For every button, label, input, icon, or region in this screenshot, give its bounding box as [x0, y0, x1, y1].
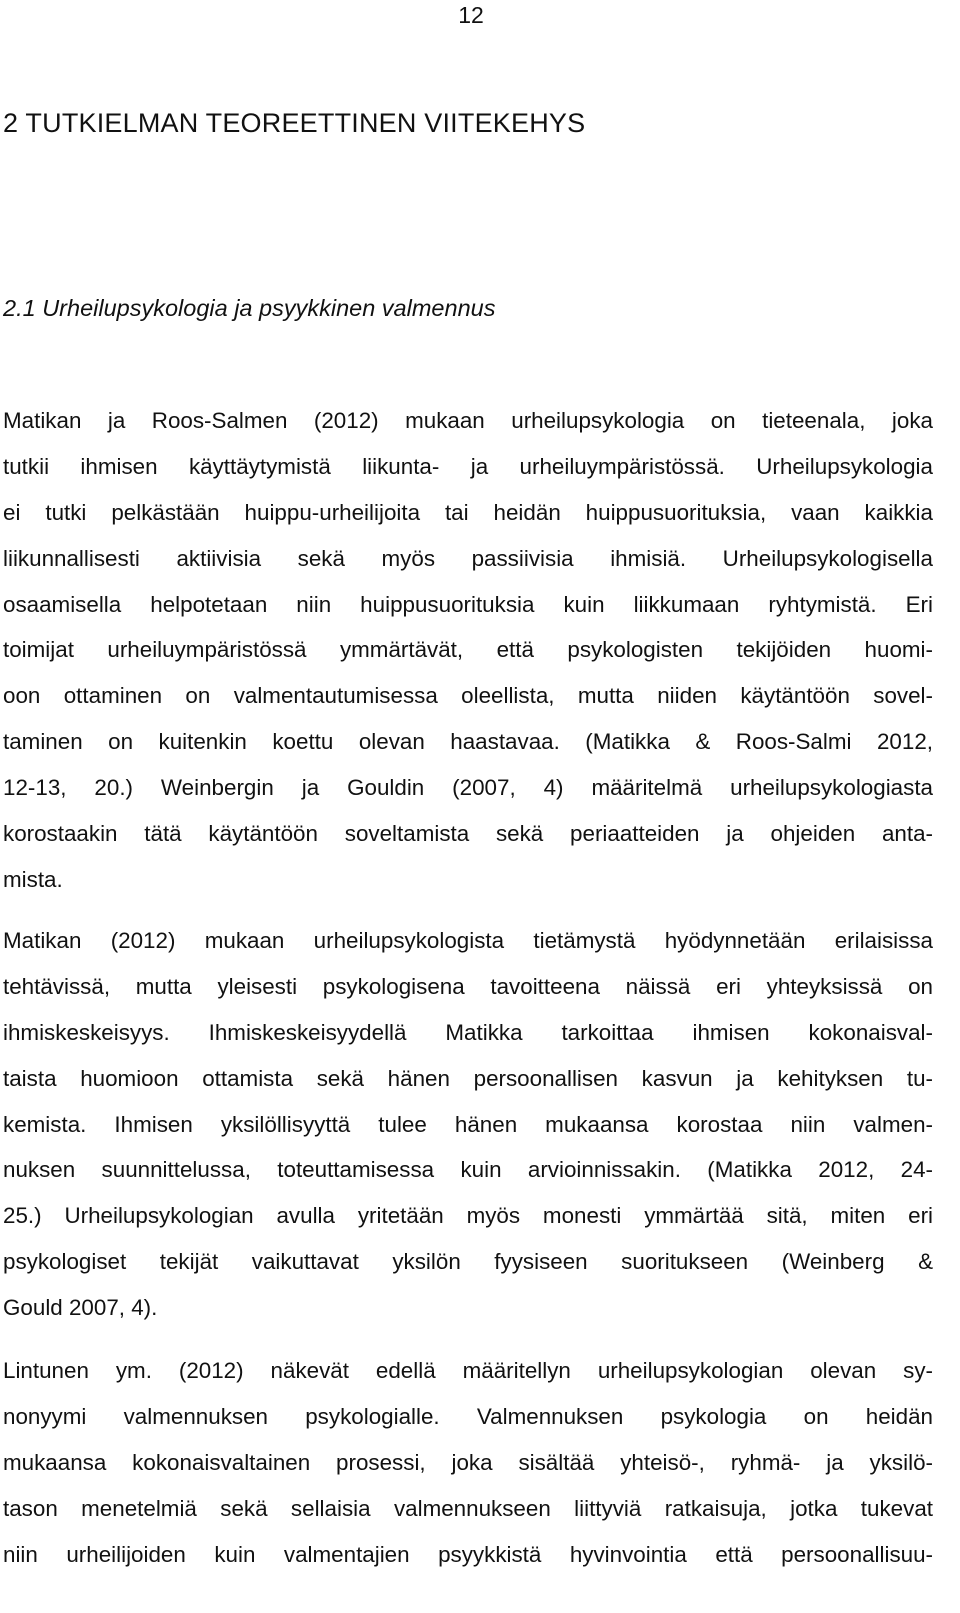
paragraph-line: Gould 2007, 4).	[3, 1295, 158, 1321]
chapter-title: 2 TUTKIELMAN TEOREETTINEN VIITEKEHYS	[3, 108, 586, 138]
paragraph-line: ihmiskeskeisyys. Ihmiskeskeisyydellä Matikka tarkoittaa ihmisen kokonaisval-	[3, 1019, 933, 1045]
paragraph-line: Lintunen ym. (2012) näkevät edellä määritellyn urheilupsykologian olevan sy-	[3, 1358, 933, 1383]
paragraph-1	[3, 398, 933, 903]
paragraph-line: taminen on kuitenkin koettu olevan haastavaa. (Matikka & Roos-Salmi 2012,	[3, 729, 933, 755]
paragraph-line: nuksen suunnittelussa, toteuttamisessa kuin arvioinnissakin. (Matikka 2012, 24-	[3, 1157, 933, 1183]
paragraph-line: mukaansa kokonaisvaltainen prosessi, joka sisältää yhteisö-, ryhmä- ja yksilö-	[3, 1449, 933, 1475]
paragraph-line: niin urheilijoiden kuin valmentajien psyykkistä hyvinvointia että persoonallisuu-	[3, 1541, 933, 1567]
paragraph-2	[3, 918, 933, 1331]
paragraph-line: tason menetelmiä sekä sellaisia valmennukseen liittyviä ratkaisuja, jotka tukevat	[3, 1495, 933, 1521]
paragraph-line: nonyymi valmennuksen psykologialle. Valmennuksen psykologia on heidän	[3, 1403, 933, 1429]
paragraph-line: ei tutki pelkästään huippu-urheilijoita tai heidän huippusuorituksia, vaan kaikkia	[3, 499, 933, 525]
paragraph-line: Matikan ja Roos-Salmen (2012) mukaan urheilupsykologia on tieteenala, joka	[3, 408, 933, 433]
section-title: 2.1 Urheilupsykologia ja psyykkinen valmennus	[3, 295, 496, 321]
paragraph-line: liikunnallisesti aktiivisia sekä myös passiivisia ihmisiä. Urheilupsykologisella	[3, 545, 933, 571]
paragraph-line: 25.) Urheilupsykologian avulla yritetään myös monesti ymmärtää sitä, miten eri	[3, 1203, 933, 1229]
paragraph-line: mista.	[3, 866, 63, 892]
paragraph-line: tutkii ihmisen käyttäytymistä liikunta- ja urheiluympäristössä. Urheilupsykologia	[3, 453, 933, 479]
paragraph-line: 12-13, 20.) Weinbergin ja Gouldin (2007, 4) määritelmä urheilupsykologiasta	[3, 775, 933, 801]
paragraph-line: korostaakin tätä käytäntöön soveltamista sekä periaatteiden ja ohjeiden anta-	[3, 821, 933, 847]
paragraph-line: psykologiset tekijät vaikuttavat yksilön fyysiseen suoritukseen (Weinberg &	[3, 1249, 933, 1275]
paragraph-line: Matikan (2012) mukaan urheilupsykologista tietämystä hyödynnetään erilaisissa	[3, 928, 933, 953]
paragraph-line: toimijat urheiluympäristössä ymmärtävät, että psykologisten tekijöiden huomi-	[3, 637, 933, 663]
page-number: 12	[458, 2, 484, 28]
paragraph-line: tehtävissä, mutta yleisesti psykologisena tavoitteena näissä eri yhteyksissä on	[3, 973, 933, 999]
paragraph-line: oon ottaminen on valmentautumisessa oleellista, mutta niiden käytäntöön sovel-	[3, 683, 933, 709]
paragraph-line: kemista. Ihmisen yksilöllisyyttä tulee hänen mukaansa korostaa niin valmen-	[3, 1111, 933, 1137]
paragraph-line: osaamisella helpotetaan niin huippusuorituksia kuin liikkumaan ryhtymistä. Eri	[3, 591, 933, 617]
paragraph-3	[3, 1348, 933, 1577]
paragraph-line: taista huomioon ottamista sekä hänen persoonallisen kasvun ja kehityksen tu-	[3, 1065, 933, 1091]
